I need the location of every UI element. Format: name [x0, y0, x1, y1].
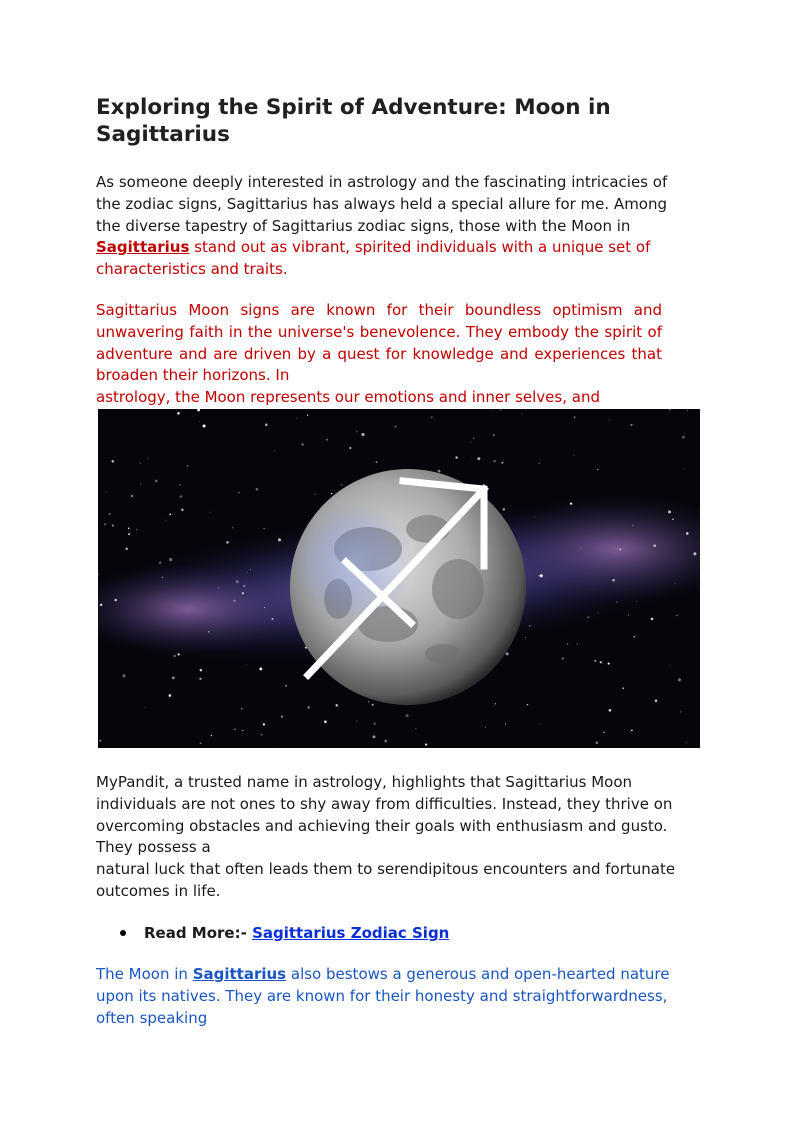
- star: [243, 585, 245, 587]
- star: [200, 669, 203, 672]
- star: [628, 615, 629, 616]
- star: [169, 513, 171, 515]
- star: [675, 583, 676, 584]
- star: [680, 711, 681, 712]
- star: [598, 612, 599, 613]
- star: [376, 461, 378, 463]
- star: [471, 457, 472, 458]
- star: [349, 447, 351, 449]
- star: [210, 512, 211, 513]
- star: [603, 732, 605, 734]
- star: [173, 655, 176, 658]
- star: [676, 615, 677, 616]
- star: [425, 743, 427, 745]
- star: [238, 492, 240, 494]
- star: [314, 493, 315, 494]
- star: [140, 463, 141, 464]
- star: [122, 674, 125, 677]
- star: [281, 716, 283, 718]
- star: [636, 601, 637, 602]
- star: [250, 569, 251, 570]
- star: [633, 636, 635, 638]
- generous-text: The Moon in: [96, 965, 193, 983]
- star: [112, 525, 114, 527]
- star: [374, 723, 376, 725]
- star: [200, 742, 202, 744]
- star: [577, 643, 578, 644]
- star: [232, 527, 233, 528]
- star: [335, 704, 337, 706]
- star: [492, 411, 493, 412]
- read-more-label: Read More:-: [144, 924, 253, 942]
- star: [684, 469, 685, 470]
- star: [373, 735, 376, 738]
- generous-paragraph: [96, 964, 696, 1029]
- star: [147, 457, 148, 458]
- star: [307, 415, 308, 416]
- star: [495, 703, 496, 704]
- intro-text: As someone deeply interested in astrology and the fascinating intricacies of the zodiac signs, Sagittarius has always held a special allure for me. Among the diverse tapestry of Sagittarius zodiac signs, those with the Moon in: [96, 173, 668, 235]
- star: [246, 664, 247, 665]
- star: [538, 575, 539, 576]
- star: [265, 424, 268, 427]
- star: [261, 734, 263, 736]
- star: [655, 699, 658, 702]
- star: [187, 465, 188, 466]
- read-more-item: [96, 922, 696, 944]
- star: [126, 548, 128, 550]
- star: [307, 706, 310, 709]
- star: [274, 450, 275, 451]
- star: [199, 421, 200, 422]
- star: [256, 488, 259, 491]
- star: [539, 463, 540, 464]
- star: [493, 460, 495, 462]
- star: [297, 418, 298, 419]
- bullet-icon: [120, 930, 126, 936]
- star: [111, 460, 113, 462]
- star: [502, 508, 505, 511]
- star: [203, 424, 206, 427]
- star: [539, 724, 540, 725]
- moon-sagittarius-illustration: [98, 409, 700, 748]
- article-title: Exploring the Spirit of Adventure: Moon in Sagittarius: [96, 95, 611, 147]
- star: [477, 457, 480, 460]
- star: [619, 549, 621, 551]
- star: [128, 528, 130, 530]
- star: [169, 558, 172, 561]
- star: [140, 484, 141, 485]
- star: [525, 637, 526, 638]
- moon-sagittarius-image: [98, 409, 700, 748]
- star: [573, 455, 574, 456]
- star: [155, 480, 158, 483]
- star: [104, 523, 106, 525]
- sagittarius-link[interactable]: Sagittarius: [96, 238, 190, 257]
- star: [179, 484, 181, 486]
- star: [226, 541, 228, 543]
- star: [612, 579, 615, 582]
- star: [438, 470, 441, 473]
- star: [600, 661, 602, 663]
- star: [242, 730, 243, 731]
- star: [686, 532, 688, 534]
- star: [159, 561, 162, 564]
- star: [431, 416, 432, 417]
- star: [264, 607, 265, 608]
- star: [218, 587, 219, 588]
- star: [177, 412, 180, 415]
- star: [540, 574, 543, 577]
- star: [415, 728, 416, 729]
- star: [275, 747, 276, 748]
- star: [678, 678, 681, 681]
- star: [651, 618, 654, 621]
- intro-paragraph: [96, 172, 696, 281]
- sagittarius-zodiac-sign-link[interactable]: Sagittarius Zodiac Sign: [252, 924, 450, 942]
- star: [199, 678, 201, 680]
- star: [356, 431, 357, 432]
- star: [341, 484, 343, 486]
- star: [687, 410, 688, 411]
- star: [162, 576, 164, 578]
- star: [259, 667, 262, 670]
- star: [131, 495, 133, 497]
- read-more-list: [96, 922, 696, 944]
- intro-tail: stand out as vibrant, spirited individuals with a unique set of characteristics and traits.: [96, 238, 651, 279]
- star: [106, 492, 107, 493]
- star: [181, 509, 183, 511]
- star: [271, 618, 273, 620]
- star: [668, 510, 671, 513]
- star: [109, 513, 111, 515]
- star: [670, 665, 671, 666]
- star: [574, 416, 576, 418]
- star: [234, 729, 236, 731]
- star: [178, 653, 180, 655]
- star: [100, 604, 103, 607]
- star: [128, 533, 130, 535]
- optimism-line: astrology, the Moon represents our emotions and inner selves, and: [96, 388, 600, 407]
- star: [356, 721, 357, 722]
- star: [361, 433, 364, 436]
- star: [529, 625, 530, 626]
- star: [485, 727, 486, 728]
- star: [455, 456, 457, 458]
- star: [326, 439, 328, 441]
- star: [368, 701, 370, 703]
- star: [233, 600, 235, 602]
- star: [609, 419, 610, 420]
- star: [165, 520, 166, 521]
- star: [527, 704, 529, 706]
- star: [609, 709, 612, 712]
- star: [581, 548, 582, 549]
- star: [324, 720, 327, 723]
- star: [331, 493, 332, 494]
- star: [587, 616, 589, 618]
- star: [608, 663, 610, 665]
- star: [144, 707, 145, 708]
- star: [211, 735, 212, 736]
- star: [136, 529, 137, 530]
- star: [372, 704, 374, 706]
- star: [278, 538, 281, 541]
- star: [622, 687, 624, 689]
- star: [630, 424, 632, 426]
- star: [172, 676, 175, 679]
- star: [180, 495, 182, 497]
- star: [114, 599, 116, 601]
- star: [285, 685, 287, 687]
- star: [263, 723, 265, 725]
- mypandit-line: natural luck that often leads them to serendipitous encounters and fortunate outcomes in life.: [96, 860, 676, 900]
- star: [384, 740, 387, 743]
- star: [500, 409, 501, 410]
- optimism-paragraph: [96, 300, 662, 409]
- star: [258, 733, 259, 734]
- star: [242, 592, 244, 594]
- star: [632, 525, 633, 526]
- star: [653, 544, 656, 547]
- generous-tail: also bestows a generous and open-hearted nature upon its natives. They are known for their honesty and straightforwardness, often speaking: [96, 965, 670, 1027]
- star: [505, 724, 506, 725]
- star: [241, 708, 243, 710]
- star: [570, 502, 572, 504]
- star: [686, 742, 687, 743]
- star: [169, 694, 172, 697]
- star: [302, 443, 304, 445]
- star: [522, 414, 523, 415]
- star: [406, 714, 409, 717]
- star: [208, 631, 209, 632]
- star: [594, 660, 596, 662]
- star: [693, 552, 696, 555]
- star: [236, 580, 239, 583]
- star: [597, 469, 599, 471]
- star: [596, 741, 599, 744]
- sagittarius-link-2[interactable]: Sagittarius: [192, 965, 287, 983]
- star: [493, 434, 495, 436]
- mypandit-text: MyPandit, a trusted name in astrology, highlights that Sagittarius Moon individuals are not ones to shy away from difficulties. Instead, they thrive on overcoming obstacles and achieving their goals with enthusiasm and gusto. They possess a: [96, 773, 673, 857]
- star: [567, 643, 568, 644]
- mypandit-paragraph: [96, 772, 696, 903]
- star: [471, 442, 472, 443]
- star: [682, 436, 685, 439]
- star: [562, 657, 564, 659]
- star: [501, 462, 503, 464]
- star: [473, 437, 475, 439]
- star: [616, 601, 617, 602]
- optimism-text: Sagittarius Moon signs are known for their boundless optimism and unwavering faith in the universe's benevolence. They embody the spirit of adventure and are driven by a quest for knowledge and experiences that broaden their horizons. In: [96, 301, 662, 385]
- star: [395, 426, 396, 427]
- star: [99, 740, 101, 742]
- star: [631, 730, 633, 732]
- star: [534, 517, 535, 518]
- star: [263, 528, 264, 529]
- star: [672, 518, 674, 520]
- star: [493, 705, 494, 706]
- star: [247, 572, 248, 573]
- star: [506, 652, 509, 655]
